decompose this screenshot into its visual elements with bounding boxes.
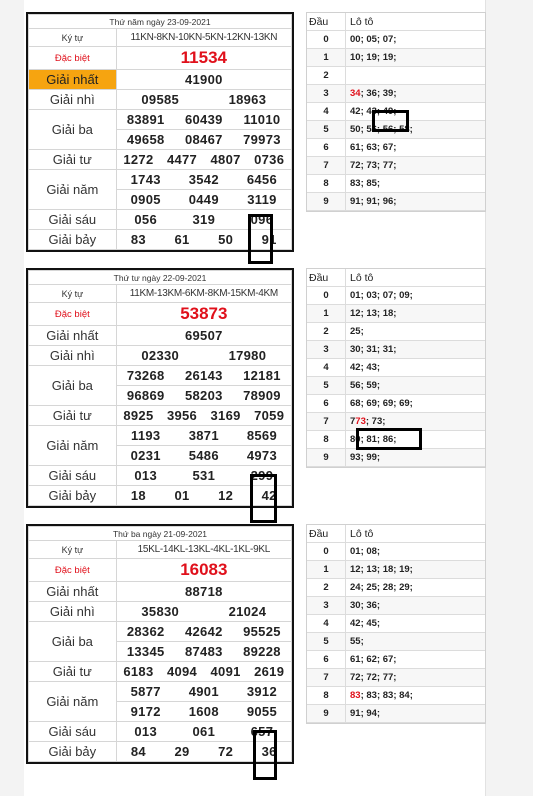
fourth-prize-value: 4477 <box>166 152 198 167</box>
second-prize-value: 02330 <box>141 348 180 363</box>
highlight-box <box>253 730 277 780</box>
label-giai-nhi: Giải nhì <box>29 346 117 366</box>
seventh-prize-value: 91 <box>261 232 277 247</box>
loto-number-text: 7 <box>350 416 356 427</box>
seventh-prize-value: 01 <box>174 488 190 503</box>
sixth-prize-value: 299 <box>250 468 274 483</box>
loto-number-text: 24; 25; 28; 29; <box>350 582 413 593</box>
loto-number-text: 93; 99; <box>350 452 381 463</box>
loto-numbers <box>346 103 486 121</box>
loto-numbers <box>346 561 486 579</box>
label-ky-tu: Ký tự <box>29 285 117 303</box>
loto-number-text: 61; 62; 67; <box>350 654 397 665</box>
fifth-prize-value: 8569 <box>246 428 277 443</box>
dau-digit: 6 <box>307 139 346 157</box>
label-ky-tu: Ký tự <box>29 541 117 559</box>
dau-digit: 7 <box>307 413 346 431</box>
label-giai-nhi: Giải nhì <box>29 602 117 622</box>
fourth-prize-value: 6183 <box>123 664 154 679</box>
loto-row <box>307 139 485 157</box>
loto-row <box>307 449 485 467</box>
fourth-prize-value: 3169 <box>210 408 241 423</box>
dau-digit: 1 <box>307 305 346 323</box>
second-prize-value: 09585 <box>141 92 180 107</box>
loto-row <box>307 633 485 651</box>
loto-row <box>307 705 485 723</box>
dau-digit: 0 <box>307 31 346 49</box>
fifth-prize-value: 3871 <box>188 428 219 443</box>
fifth-prize-value: 0905 <box>130 192 161 207</box>
loto-number-text: 80; 81; 86; <box>350 434 397 445</box>
seventh-prize-value: 84 <box>130 744 146 759</box>
dau-digit: 9 <box>307 193 346 211</box>
seventh-prize-value: 18 <box>130 488 146 503</box>
loto-row <box>307 305 485 323</box>
third-prize-value: 58203 <box>184 388 223 403</box>
loto-row <box>307 175 485 193</box>
third-prize-value: 87483 <box>184 644 223 659</box>
loto-numbers <box>346 67 486 85</box>
loto-row <box>307 395 485 413</box>
dau-header: Đầu <box>307 13 346 31</box>
seventh-prize-value: 12 <box>218 488 234 503</box>
loto-header: Lô tô <box>346 13 486 31</box>
label-giai-tu: Giải tư <box>29 406 117 426</box>
seventh-prize-value: 29 <box>174 744 190 759</box>
fourth-prize-value: 2619 <box>254 664 285 679</box>
loto-number-text: 12; 13; 18; <box>350 308 397 319</box>
label-giai-nhi: Giải nhì <box>29 90 117 110</box>
loto-row <box>307 323 485 341</box>
loto-numbers <box>346 395 486 413</box>
loto-numbers <box>346 157 486 175</box>
dau-digit: 2 <box>307 579 346 597</box>
label-giai-nam: Giải năm <box>29 170 117 210</box>
loto-numbers <box>346 633 486 651</box>
seventh-prize-value: 61 <box>174 232 190 247</box>
fifth-prize-value: 1193 <box>131 428 161 443</box>
second-prize-value: 17980 <box>228 348 267 363</box>
third-prize-value: 89228 <box>243 644 281 659</box>
loto-header: Lô tô <box>346 269 486 287</box>
third-prize-value: 73268 <box>126 368 165 383</box>
label-giai-sau: Giải sáu <box>29 210 117 230</box>
loto-number-text: 72; 73; 77; <box>350 160 397 171</box>
label-giai-bay: Giải bảy <box>29 742 117 762</box>
special-prize-value: 53873 <box>116 303 291 326</box>
loto-numbers <box>346 175 486 193</box>
fifth-prize-value: 3912 <box>246 684 277 699</box>
fifth-prize-value: 4901 <box>188 684 219 699</box>
fourth-prize-value: 4807 <box>210 152 241 167</box>
loto-number-text: 50; 56; 56; 58; <box>350 124 413 135</box>
seventh-prize-value: 50 <box>218 232 234 247</box>
dau-digit: 3 <box>307 341 346 359</box>
loto-numbers <box>346 49 486 67</box>
loto-row <box>307 615 485 633</box>
dau-digit: 5 <box>307 377 346 395</box>
third-prize-value: 42642 <box>184 624 223 639</box>
special-loto-number: 83 <box>350 690 361 701</box>
label-giai-tu: Giải tư <box>29 150 117 170</box>
label-giai-sau: Giải sáu <box>29 466 117 486</box>
first-prize-value: 69507 <box>116 326 291 346</box>
loto-numbers <box>346 687 486 705</box>
third-prize-value: 49658 <box>126 132 165 147</box>
loto-numbers <box>346 543 486 561</box>
sixth-prize-value: 013 <box>134 468 157 483</box>
loto-numbers <box>346 341 486 359</box>
label-giai-nhat: Giải nhất <box>29 582 117 602</box>
dau-digit: 5 <box>307 121 346 139</box>
loto-number-text: 00; 05; 07; <box>350 34 397 45</box>
dau-digit: 0 <box>307 543 346 561</box>
loto-number-text: 01; 03; 07; 09; <box>350 290 413 301</box>
loto-row <box>307 359 485 377</box>
loto-number-text: 42; 45; <box>350 618 381 629</box>
third-prize-value: 08467 <box>184 132 223 147</box>
fourth-prize-value: 4094 <box>166 664 198 679</box>
fifth-prize-value: 1608 <box>188 704 219 719</box>
first-prize-value: 88718 <box>116 582 291 602</box>
loto-row <box>307 561 485 579</box>
loto-row <box>307 157 485 175</box>
label-ky-tu: Ký tự <box>29 29 117 47</box>
ky-tu-value: 11KM-13KM-6KM-8KM-15KM-4KM <box>116 285 291 303</box>
label-giai-bay: Giải bảy <box>29 230 117 250</box>
third-prize-value: 13345 <box>126 644 165 659</box>
loto-number-text: 55; <box>350 636 364 647</box>
label-dac-biet: Đặc biệt <box>29 303 117 326</box>
draw-date-title: Thứ năm ngày 23-09-2021 <box>29 15 292 29</box>
sixth-prize-value: 061 <box>192 724 216 739</box>
dau-digit: 8 <box>307 431 346 449</box>
special-prize-value: 11534 <box>116 47 291 70</box>
fourth-prize-value: 1272 <box>123 152 154 167</box>
third-prize-value: 78909 <box>243 388 281 403</box>
highlight-box <box>250 474 277 523</box>
loto-number-text: 12; 13; 18; 19; <box>350 564 413 575</box>
loto-row <box>307 31 485 49</box>
fourth-prize-value: 8925 <box>123 408 154 423</box>
fifth-prize-value: 5486 <box>188 448 219 463</box>
ky-tu-value: 11KN-8KN-10KN-5KN-12KN-13KN <box>116 29 291 47</box>
fourth-prize-value: 4091 <box>210 664 241 679</box>
loto-row <box>307 287 485 305</box>
dau-digit: 4 <box>307 359 346 377</box>
third-prize-value: 79973 <box>243 132 281 147</box>
sixth-prize-value: 657 <box>250 724 274 739</box>
fifth-prize-value: 0231 <box>130 448 161 463</box>
loto-numbers <box>346 85 486 103</box>
third-prize-value: 28362 <box>126 624 165 639</box>
fifth-prize-value: 1743 <box>130 172 161 187</box>
loto-row <box>307 543 485 561</box>
first-prize-value: 41900 <box>116 70 291 90</box>
third-prize-value: 11010 <box>243 112 281 127</box>
label-giai-nhat: Giải nhất <box>29 326 117 346</box>
label-giai-nam: Giải năm <box>29 426 117 466</box>
second-prize-value: 35830 <box>141 604 180 619</box>
special-loto-number: 73 <box>355 416 366 427</box>
loto-numbers <box>346 615 486 633</box>
fourth-prize-value: 7059 <box>254 408 285 423</box>
loto-number-text: 30; 31; 31; <box>350 344 397 355</box>
loto-number-text: 25; <box>350 326 364 337</box>
loto-row <box>307 579 485 597</box>
loto-number-text: 30; 36; <box>350 600 381 611</box>
loto-number-text: ; 73; <box>365 416 386 427</box>
dau-digit: 3 <box>307 597 346 615</box>
dau-digit: 1 <box>307 561 346 579</box>
loto-numbers <box>346 359 486 377</box>
label-giai-ba: Giải ba <box>29 366 117 406</box>
label-giai-nhat: Giải nhất <box>29 70 117 90</box>
fifth-prize-value: 6456 <box>246 172 277 187</box>
sixth-prize-value: 319 <box>192 212 216 227</box>
dau-digit: 9 <box>307 449 346 467</box>
fourth-prize-value: 3956 <box>166 408 198 423</box>
fifth-prize-value: 4973 <box>246 448 277 463</box>
loto-number-text: 68; 69; 69; 69; <box>350 398 413 409</box>
fifth-prize-value: 3542 <box>188 172 219 187</box>
third-prize-value: 96869 <box>126 388 165 403</box>
loto-row <box>307 687 485 705</box>
loto-numbers <box>346 323 486 341</box>
dau-digit: 7 <box>307 669 346 687</box>
draw-date-title: Thứ tư ngày 22-09-2021 <box>29 271 292 285</box>
label-giai-ba: Giải ba <box>29 110 117 150</box>
loto-number-text: 10; 19; 19; <box>350 52 397 63</box>
fifth-prize-value: 9172 <box>130 704 161 719</box>
dau-digit: 6 <box>307 395 346 413</box>
third-prize-value: 60439 <box>184 112 223 127</box>
seventh-prize-value: 83 <box>130 232 146 247</box>
loto-numbers <box>346 597 486 615</box>
label-giai-tu: Giải tư <box>29 662 117 682</box>
fifth-prize-value: 3119 <box>247 192 277 207</box>
draw-result-table-2 <box>26 268 294 508</box>
sixth-prize-value: 096 <box>250 212 274 227</box>
loto-numbers <box>346 579 486 597</box>
fifth-prize-value: 9055 <box>246 704 277 719</box>
loto-numbers <box>346 139 486 157</box>
dau-digit: 7 <box>307 157 346 175</box>
dau-digit: 3 <box>307 85 346 103</box>
dau-digit: 8 <box>307 175 346 193</box>
dau-digit: 4 <box>307 103 346 121</box>
loto-number-text: 42; 43; 49; <box>350 106 397 117</box>
special-loto-number: 34 <box>350 88 361 99</box>
loto-number-text: 61; 63; 67; <box>350 142 397 153</box>
highlight-box <box>248 214 273 264</box>
loto-row <box>307 85 485 103</box>
fifth-prize-value: 5877 <box>130 684 161 699</box>
loto-row <box>307 669 485 687</box>
loto-numbers <box>346 305 486 323</box>
loto-numbers <box>346 31 486 49</box>
third-prize-value: 26143 <box>184 368 223 383</box>
dau-digit: 9 <box>307 705 346 723</box>
second-prize-value: 21024 <box>228 604 267 619</box>
dau-digit: 6 <box>307 651 346 669</box>
seventh-prize-value: 42 <box>261 488 277 503</box>
page-right-margin <box>485 0 533 796</box>
page-left-margin <box>0 0 24 796</box>
loto-number-text: 42; 43; <box>350 362 381 373</box>
draw-result-table-3 <box>26 524 294 764</box>
seventh-prize-value: 72 <box>218 744 234 759</box>
dau-digit: 2 <box>307 323 346 341</box>
seventh-prize-value: 36 <box>261 744 277 759</box>
dau-digit: 2 <box>307 67 346 85</box>
loto-header: Lô tô <box>346 525 486 543</box>
loto-number-text: 91; 91; 96; <box>350 196 397 207</box>
highlight-box <box>372 110 409 132</box>
dau-digit: 5 <box>307 633 346 651</box>
third-prize-value: 12181 <box>243 368 281 383</box>
label-dac-biet: Đặc biệt <box>29 559 117 582</box>
sixth-prize-value: 531 <box>192 468 216 483</box>
dau-header: Đầu <box>307 269 346 287</box>
second-prize-value: 18963 <box>228 92 267 107</box>
loto-number-text: 72; 72; 77; <box>350 672 397 683</box>
loto-number-text: 83; 85; <box>350 178 381 189</box>
loto-number-text: ; 83; 83; 84; <box>360 690 413 701</box>
loto-numbers <box>346 377 486 395</box>
dau-header: Đầu <box>307 525 346 543</box>
loto-row <box>307 341 485 359</box>
loto-number-text: 91; 94; <box>350 708 381 719</box>
dau-digit: 4 <box>307 615 346 633</box>
ky-tu-value: 15KL-14KL-13KL-4KL-1KL-9KL <box>116 541 291 559</box>
loto-row <box>307 193 485 211</box>
loto-numbers <box>346 121 486 139</box>
fourth-prize-value: 0736 <box>254 152 285 167</box>
label-giai-nam: Giải năm <box>29 682 117 722</box>
loto-numbers <box>346 449 486 467</box>
loto-row <box>307 49 485 67</box>
special-prize-value: 16083 <box>116 559 291 582</box>
sixth-prize-value: 013 <box>134 724 157 739</box>
loto-number-text: ; 36; 39; <box>360 88 397 99</box>
loto-row <box>307 597 485 615</box>
loto-row <box>307 377 485 395</box>
sixth-prize-value: 056 <box>134 212 157 227</box>
label-giai-ba: Giải ba <box>29 622 117 662</box>
third-prize-value: 83891 <box>126 112 165 127</box>
dau-digit: 8 <box>307 687 346 705</box>
label-dac-biet: Đặc biệt <box>29 47 117 70</box>
dau-digit: 0 <box>307 287 346 305</box>
loto-number-text: 01; 08; <box>350 546 381 557</box>
loto-numbers <box>346 651 486 669</box>
label-giai-bay: Giải bảy <box>29 486 117 506</box>
loto-row <box>307 67 485 85</box>
loto-row <box>307 651 485 669</box>
highlight-box <box>356 428 422 450</box>
fifth-prize-value: 0449 <box>188 192 219 207</box>
loto-numbers <box>346 705 486 723</box>
third-prize-value: 95525 <box>243 624 281 639</box>
loto-numbers <box>346 193 486 211</box>
loto-numbers <box>346 669 486 687</box>
loto-number-text: 56; 59; <box>350 380 381 391</box>
loto-numbers <box>346 287 486 305</box>
loto-table-3 <box>306 524 486 724</box>
label-giai-sau: Giải sáu <box>29 722 117 742</box>
draw-date-title: Thứ ba ngày 21-09-2021 <box>29 527 292 541</box>
dau-digit: 1 <box>307 49 346 67</box>
